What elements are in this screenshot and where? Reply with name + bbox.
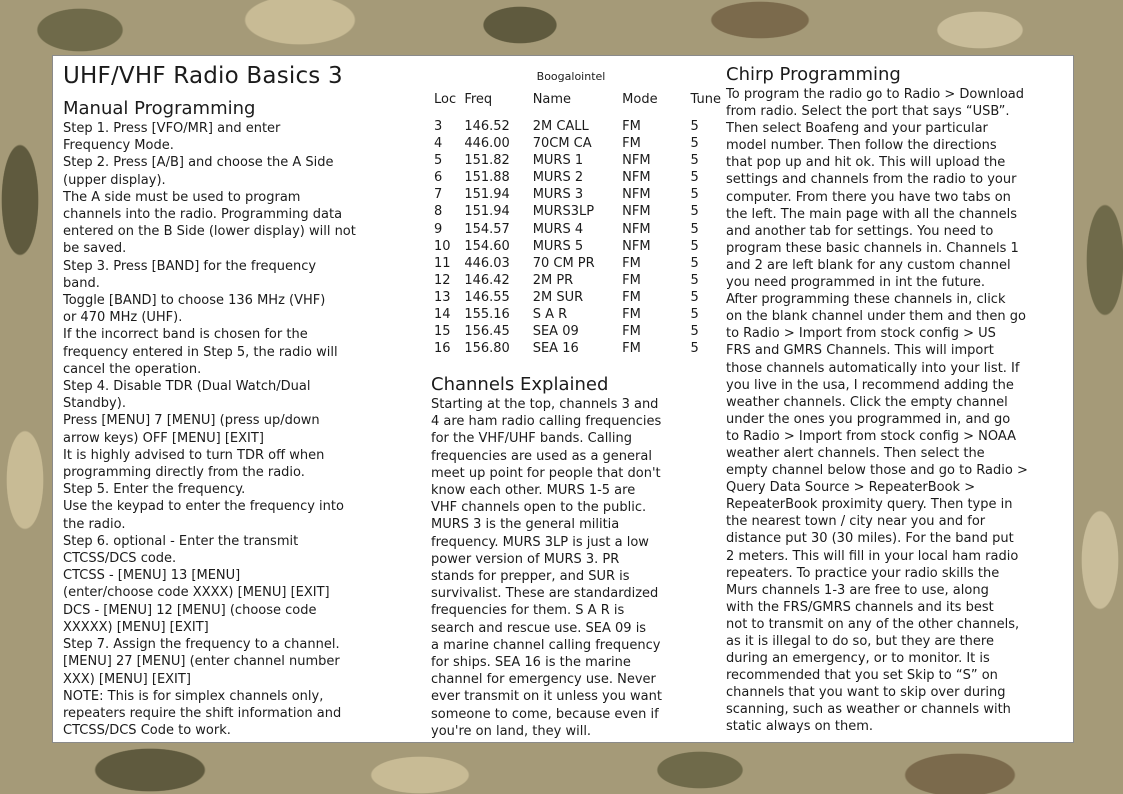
channel-table-body [431, 118, 721, 357]
cell-mode: NFM [622, 238, 651, 254]
text-line: for the VHF/UHF bands. Calling [431, 431, 633, 447]
cell-tune: 5 [690, 136, 699, 152]
cell-tune: 5 [690, 238, 699, 254]
text-line: a marine channel calling frequency [431, 637, 661, 653]
text-line: not to transmit on any of the other channels, [726, 616, 1020, 632]
text-line: Step 4. Disable TDR (Dual Watch/Dual [63, 379, 311, 395]
text-line: you live in the usa, I recommend adding the [726, 377, 1014, 393]
text-line: channels into the radio. Programming data [63, 207, 343, 223]
text-line: Query Data Source > RepeaterBook > [726, 480, 976, 496]
channel-row [431, 135, 721, 152]
cell-tune: 5 [690, 289, 699, 305]
cell-freq: 446.03 [464, 255, 510, 271]
cell-loc: 9 [434, 221, 443, 237]
text-line: you need programmed in int the future. [726, 275, 986, 291]
channel-row [431, 340, 721, 357]
cell-name: SEA 16 [532, 341, 579, 357]
chirp-programming-body [726, 86, 1066, 736]
channel-row [431, 118, 721, 135]
header-mode: Mode [622, 92, 658, 107]
text-line: frequencies are used as a general [431, 448, 652, 464]
text-line: Step 2. Press [A/B] and choose the A Side [63, 155, 334, 171]
cell-freq: 146.42 [464, 272, 510, 288]
cell-freq: 151.94 [464, 187, 510, 203]
text-line: survivalist. These are standardized [431, 586, 659, 602]
text-line: from radio. Select the port that says “USB”. [726, 104, 1010, 120]
text-line: Murs channels 1-3 are free to use, along [726, 582, 989, 598]
text-line: meet up point for people that don't [431, 465, 661, 481]
cell-freq: 154.57 [464, 221, 510, 237]
channel-row [431, 203, 721, 220]
channel-table [431, 92, 721, 357]
text-line: for ships. SEA 16 is the marine [431, 655, 631, 671]
text-line: frequencies for them. S A R is [431, 603, 625, 619]
cell-loc: 7 [434, 187, 443, 203]
cell-tune: 5 [690, 170, 699, 186]
cell-freq: 151.82 [464, 153, 510, 169]
text-line: repeaters. To practice your radio skills the [726, 565, 1000, 581]
text-line: repeaters require the shift information and [63, 705, 342, 721]
text-line: to Radio > Import from stock config > NOAA [726, 428, 1016, 444]
cell-name: 2M PR [532, 272, 574, 288]
channel-row [431, 221, 721, 238]
cell-loc: 5 [434, 153, 443, 169]
text-line: Step 5. Enter the frequency. [63, 482, 246, 498]
cell-name: 2M SUR [532, 289, 584, 305]
text-line: ever transmit on it unless you want [431, 689, 662, 705]
cell-tune: 5 [690, 119, 699, 134]
cell-name: MURS 5 [532, 238, 584, 254]
cell-mode: FM [622, 289, 641, 305]
cell-mode: FM [622, 341, 641, 357]
cell-name: MURS 4 [532, 221, 584, 237]
channel-row [431, 272, 721, 289]
text-line: programming directly from the radio. [63, 465, 305, 481]
text-line: weather channels. Click the empty channel [726, 394, 1008, 410]
cell-tune: 5 [690, 272, 699, 288]
text-line: to Radio > Import from stock config > US [726, 326, 996, 342]
text-line: XXX) [MENU] [EXIT] [63, 671, 191, 687]
cell-mode: FM [622, 272, 641, 288]
header-freq: Freq [464, 92, 493, 107]
channel-row [431, 152, 721, 169]
text-line: you're on land, they will. [431, 723, 592, 739]
cell-mode: NFM [622, 221, 651, 237]
text-line: Step 7. Assign the frequency to a channel. [63, 637, 340, 653]
text-line: distance put 30 (30 miles). For the band put [726, 531, 1014, 547]
text-line: arrow keys) OFF [MENU] [EXIT] [63, 430, 264, 446]
cell-loc: 12 [434, 272, 451, 288]
channels-explained-body [431, 396, 721, 740]
cell-freq: 154.60 [464, 238, 510, 254]
cell-loc: 10 [434, 238, 451, 254]
text-line: 4 are ham radio calling frequencies [431, 414, 662, 430]
text-line: those channels automatically into your list. If [726, 360, 1020, 376]
cell-mode: FM [622, 136, 641, 152]
cell-freq: 146.55 [464, 289, 510, 305]
manual-programming-column [63, 62, 413, 739]
cell-loc: 6 [434, 170, 443, 186]
text-line: Step 1. Press [VFO/MR] and enter [63, 121, 281, 136]
cell-name: SEA 09 [532, 324, 579, 340]
cell-loc: 4 [434, 136, 443, 152]
text-line: DCS - [MENU] 12 [MENU] (choose code [63, 602, 317, 618]
channel-row [431, 238, 721, 255]
cell-mode: FM [622, 307, 641, 323]
text-line: that pop up and hit ok. This will upload the [726, 155, 1006, 171]
cell-name: 70 CM PR [532, 255, 595, 271]
text-line: the nearest town / city near you and for [726, 514, 986, 530]
channel-row [431, 255, 721, 272]
header-loc: Loc [434, 92, 457, 107]
text-line: Starting at the top, channels 3 and [431, 397, 659, 412]
text-line: If the incorrect band is chosen for the [63, 327, 308, 343]
text-line: Toggle [BAND] to choose 136 MHz (VHF) [63, 293, 326, 309]
chirp-programming-column [726, 64, 1066, 736]
cell-tune: 5 [690, 255, 699, 271]
text-line: RepeaterBook proximity query. Then type in [726, 497, 1013, 513]
text-line: Then select Boafeng and your particular [726, 121, 988, 137]
cell-loc: 15 [434, 324, 451, 340]
text-line: settings and channels from the radio to your [726, 172, 1017, 188]
channel-table-header [431, 92, 721, 118]
cell-tune: 5 [690, 341, 699, 357]
cell-mode: NFM [622, 170, 651, 186]
cell-name: MURS 2 [532, 170, 584, 186]
channels-explained-section [431, 374, 721, 740]
channel-row [431, 289, 721, 306]
cell-loc: 11 [434, 255, 451, 271]
text-line: channel for emergency use. Never [431, 672, 656, 688]
text-line: Press [MENU] 7 [MENU] (press up/down [63, 413, 320, 429]
manual-programming-heading: Manual Programming [63, 98, 256, 119]
text-line: Use the keypad to enter the frequency into [63, 499, 344, 515]
channel-row [431, 169, 721, 186]
cell-name: MURS 3 [532, 187, 584, 203]
author-credit: Boogalointel [536, 70, 606, 83]
text-line: Standby). [63, 396, 126, 412]
text-line: XXXXX) [MENU] [EXIT] [63, 619, 209, 635]
cell-name: S A R [532, 307, 568, 323]
cell-mode: NFM [622, 153, 651, 169]
text-line: recommended that you set Skip to “S” on [726, 668, 998, 684]
text-line: model number. Then follow the directions [726, 138, 997, 154]
text-line: MURS 3 is the general militia [431, 517, 620, 533]
text-line: After programming these channels in, click [726, 292, 1006, 308]
text-line: be saved. [63, 241, 127, 257]
cell-freq: 446.00 [464, 136, 510, 152]
text-line: Step 6. optional - Enter the transmit [63, 533, 299, 549]
text-line: CTCSS/DCS Code to work. [63, 723, 231, 739]
cell-freq: 156.45 [464, 324, 510, 340]
text-line: frequency entered in Step 5, the radio will [63, 344, 338, 360]
text-line: cancel the operation. [63, 361, 202, 377]
channel-row [431, 306, 721, 323]
text-line: the left. The main page with all the channels [726, 206, 1018, 222]
text-line: Frequency Mode. [63, 138, 174, 154]
cell-freq: 146.52 [464, 119, 510, 134]
text-line: and another tab for settings. You need to [726, 223, 994, 239]
text-line: program these basic channels in. Channels 1 [726, 240, 1019, 256]
text-line: (upper display). [63, 172, 166, 188]
cell-loc: 3 [434, 119, 443, 134]
text-line: [MENU] 27 [MENU] (enter channel number [63, 654, 340, 670]
text-line: on the blank channel under them and then go [726, 309, 1026, 325]
cell-loc: 8 [434, 204, 443, 220]
text-line: during an emergency, or to monitor. It is [726, 651, 990, 667]
text-line: with the FRS/GMRS channels and its best [726, 599, 994, 615]
text-line: FRS and GMRS Channels. This will import [726, 343, 994, 359]
cell-name: 70CM CA [532, 136, 592, 152]
text-line: search and rescue use. SEA 09 is [431, 620, 647, 636]
cell-mode: NFM [622, 204, 651, 220]
cell-mode: NFM [622, 187, 651, 203]
text-line: stands for prepper, and SUR is [431, 569, 630, 585]
text-line: The A side must be used to program [63, 189, 301, 205]
text-line: channels that you want to skip over during [726, 685, 1006, 701]
cell-name: MURS3LP [532, 204, 595, 220]
cell-mode: FM [622, 324, 641, 340]
cell-loc: 14 [434, 307, 451, 323]
cell-tune: 5 [690, 221, 699, 237]
cell-mode: FM [622, 119, 641, 134]
text-line: power version of MURS 3. PR [431, 551, 620, 567]
text-line: NOTE: This is for simplex channels only, [63, 688, 324, 704]
cell-freq: 151.88 [464, 170, 510, 186]
text-line: CTCSS - [MENU] 13 [MENU] [63, 568, 241, 584]
text-line: band. [63, 275, 100, 291]
text-line: (enter/choose code XXXX) [MENU] [EXIT] [63, 585, 330, 601]
channel-row [431, 186, 721, 203]
text-line: frequency. MURS 3LP is just a low [431, 534, 649, 550]
text-line: computer. From there you have two tabs on [726, 189, 1011, 205]
cell-freq: 155.16 [464, 307, 510, 323]
cell-name: MURS 1 [532, 153, 584, 169]
cell-name: 2M CALL [532, 119, 589, 134]
text-line: To program the radio go to Radio > Download [726, 87, 1024, 102]
text-line: CTCSS/DCS code. [63, 551, 177, 567]
cell-tune: 5 [690, 153, 699, 169]
text-line: under the ones you programmed in, and go [726, 411, 1011, 427]
header-name: Name [532, 92, 572, 107]
cell-tune: 5 [690, 324, 699, 340]
text-line: entered on the B Side (lower display) will not [63, 224, 356, 240]
cell-tune: 5 [690, 187, 699, 203]
text-line: the radio. [63, 516, 126, 532]
cell-freq: 156.80 [464, 341, 510, 357]
text-line: or 470 MHz (UHF). [63, 310, 183, 326]
header-tune: Tune [690, 92, 721, 107]
channel-row [431, 323, 721, 340]
text-line: someone to come, because even if [431, 706, 659, 722]
cell-tune: 5 [690, 307, 699, 323]
text-line: scanning, such as weather or channels with [726, 702, 1011, 718]
text-line: Step 3. Press [BAND] for the frequency [63, 258, 317, 274]
text-line: know each other. MURS 1-5 are [431, 483, 636, 499]
cell-tune: 5 [690, 204, 699, 220]
cell-mode: FM [622, 255, 641, 271]
cell-freq: 151.94 [464, 204, 510, 220]
text-line: empty channel below those and go to Radio > [726, 463, 1028, 479]
text-line: VHF channels open to the public. [431, 500, 647, 516]
chirp-programming-heading: Chirp Programming [726, 64, 901, 85]
document-title: UHF/VHF Radio Basics 3 [63, 63, 343, 89]
text-line: as it is illegal to do so, but they are there [726, 634, 994, 649]
text-line: and 2 are left blank for any custom channel [726, 257, 1011, 273]
document-page [52, 55, 1074, 743]
text-line: static always on them. [726, 719, 874, 735]
channels-explained-heading: Channels Explained [431, 374, 609, 395]
cell-loc: 16 [434, 341, 451, 357]
text-line: It is highly advised to turn TDR off when [63, 447, 325, 463]
text-line: 2 meters. This will fill in your local ham radio [726, 548, 1019, 564]
text-line: weather alert channels. Then select the [726, 445, 985, 461]
manual-programming-body [63, 120, 413, 739]
cell-loc: 13 [434, 289, 451, 305]
